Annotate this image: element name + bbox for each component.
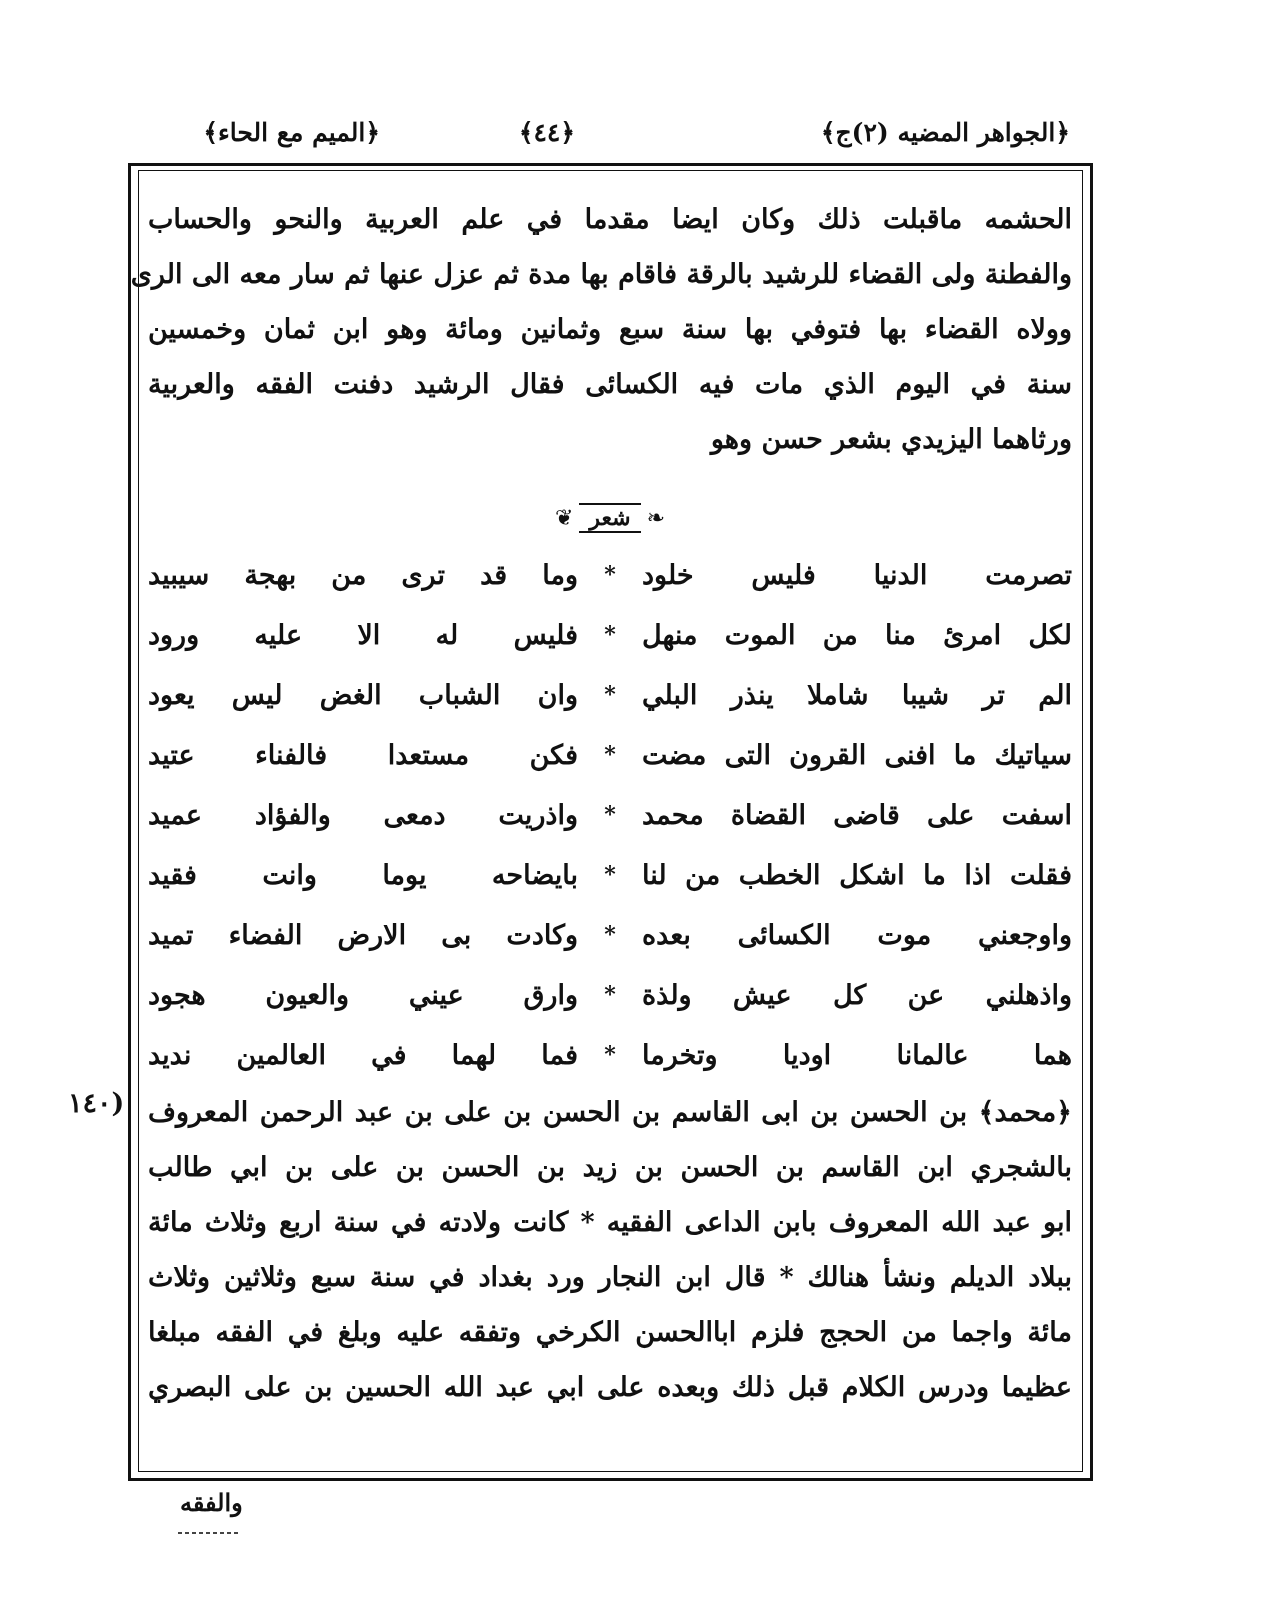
text-line: وولاه القضاء بها فتوفي بها سنة سبع وثمانين ومائة وهو ابن ثمان وخمسين (148, 314, 1072, 345)
book-title: ﴿الجواهر المضيه (٢)ج﴾ (820, 118, 1070, 147)
verse-separator: * (604, 622, 616, 648)
prose-block-1 (130, 192, 1072, 467)
text-line: والفطنة ولى القضاء للرشيد بالرقة فاقام بها مدة ثم عزل عنها ثم سار معه الى الرى (130, 259, 1072, 290)
poem-verse (148, 665, 1072, 725)
verse-first-hemistich: فقلت اذا ما اشكل الخطب من لنا (642, 859, 1072, 891)
verse-first-hemistich: هما عالمانا اوديا وتخرما (642, 1039, 1072, 1071)
verse-second-hemistich: فما لهما في العالمين نديد (148, 1039, 578, 1071)
verse-first-hemistich: اسفت على قاضى القضاة محمد (642, 799, 1072, 831)
text-line: ﴿محمد﴾ بن الحسن بن ابى القاسم بن الحسن بن على بن عبد الرحمن المعروف (148, 1097, 1072, 1128)
poem-verse (148, 605, 1072, 665)
verse-separator: * (604, 802, 616, 828)
poem (148, 545, 1072, 1085)
section-title: ﴿الميم مع الحاء﴾ (203, 118, 380, 147)
prose-block-2 (148, 1085, 1072, 1415)
poem-verse (148, 905, 1072, 965)
text-line: ورثاهما اليزيدي بشعر حسن وهو (710, 424, 1072, 455)
verse-separator: * (604, 922, 616, 948)
text-line: مائة واجما من الحجج فلزم اباالحسن الكرخي وتفقه عليه وبلغ في الفقه مبلغا (148, 1317, 1072, 1348)
verse-second-hemistich: بايضاحه يوما وانت فقيد (148, 859, 578, 891)
ornament-right-icon: ❧ (646, 505, 666, 531)
poem-verse (148, 725, 1072, 785)
entry-number: ١٤٠) (68, 1088, 125, 1119)
text-line: بالشجري ابن القاسم بن الحسن بن زيد بن الحسن بن على بن ابي طالب (148, 1152, 1072, 1183)
poem-verse (148, 545, 1072, 605)
verse-separator: * (604, 562, 616, 588)
running-header (150, 110, 1080, 160)
poem-verse (148, 1025, 1072, 1085)
poem-heading (148, 498, 1072, 538)
catchword: والفقه (180, 1488, 243, 1517)
verse-first-hemistich: الم تر شيبا شاملا ينذر البلي (642, 679, 1072, 711)
text-line: الحشمه ماقبلت ذلك وكان ايضا مقدما في علم العربية والنحو والحساب (148, 204, 1072, 235)
poem-verse (148, 785, 1072, 845)
verse-second-hemistich: وما قد ترى من بهجة سيبيد (148, 559, 578, 591)
verse-first-hemistich: لكل امرئ منا من الموت منهل (642, 619, 1072, 651)
verse-first-hemistich: سياتيك ما افنى القرون التى مضت (642, 739, 1072, 771)
verse-second-hemistich: فليس له الا عليه ورود (148, 619, 578, 651)
verse-separator: * (604, 682, 616, 708)
verse-second-hemistich: وارق عيني والعيون هجود (148, 979, 578, 1011)
text-line: عظيما ودرس الكلام قبل ذلك وبعده على ابي عبد الله الحسين بن على البصري (148, 1372, 1072, 1403)
verse-separator: * (604, 982, 616, 1008)
page-number: ﴿٤٤﴾ (518, 118, 575, 147)
text-line: ببلاد الديلم ونشأ هنالك * قال ابن النجار ورد بغداد في سنة سبع وثلاثين وثلاث (148, 1262, 1072, 1293)
verse-separator: * (604, 742, 616, 768)
verse-separator: * (604, 862, 616, 888)
footer-rule (178, 1532, 238, 1534)
poem-heading-label: شعر (579, 503, 640, 533)
poem-verse (148, 965, 1072, 1025)
verse-second-hemistich: وكادت بى الارض الفضاء تميد (148, 919, 578, 951)
verse-second-hemistich: وان الشباب الغض ليس يعود (148, 679, 578, 711)
ornament-left-icon: ❦ (554, 505, 574, 531)
verse-second-hemistich: واذريت دمعى والفؤاد عميد (148, 799, 578, 831)
verse-first-hemistich: واوجعني موت الكسائى بعده (642, 919, 1072, 951)
text-line: سنة في اليوم الذي مات فيه الكسائى فقال الرشيد دفنت الفقه والعربية (148, 369, 1072, 400)
verse-first-hemistich: تصرمت الدنيا فليس خلود (642, 559, 1072, 591)
poem-verse (148, 845, 1072, 905)
verse-second-hemistich: فكن مستعدا فالفناء عتيد (148, 739, 578, 771)
verse-first-hemistich: واذهلني عن كل عيش ولذة (642, 979, 1072, 1011)
text-line: ابو عبد الله المعروف بابن الداعى الفقيه * كانت ولادته في سنة اربع وثلاث مائة (148, 1207, 1072, 1238)
verse-separator: * (604, 1042, 616, 1068)
